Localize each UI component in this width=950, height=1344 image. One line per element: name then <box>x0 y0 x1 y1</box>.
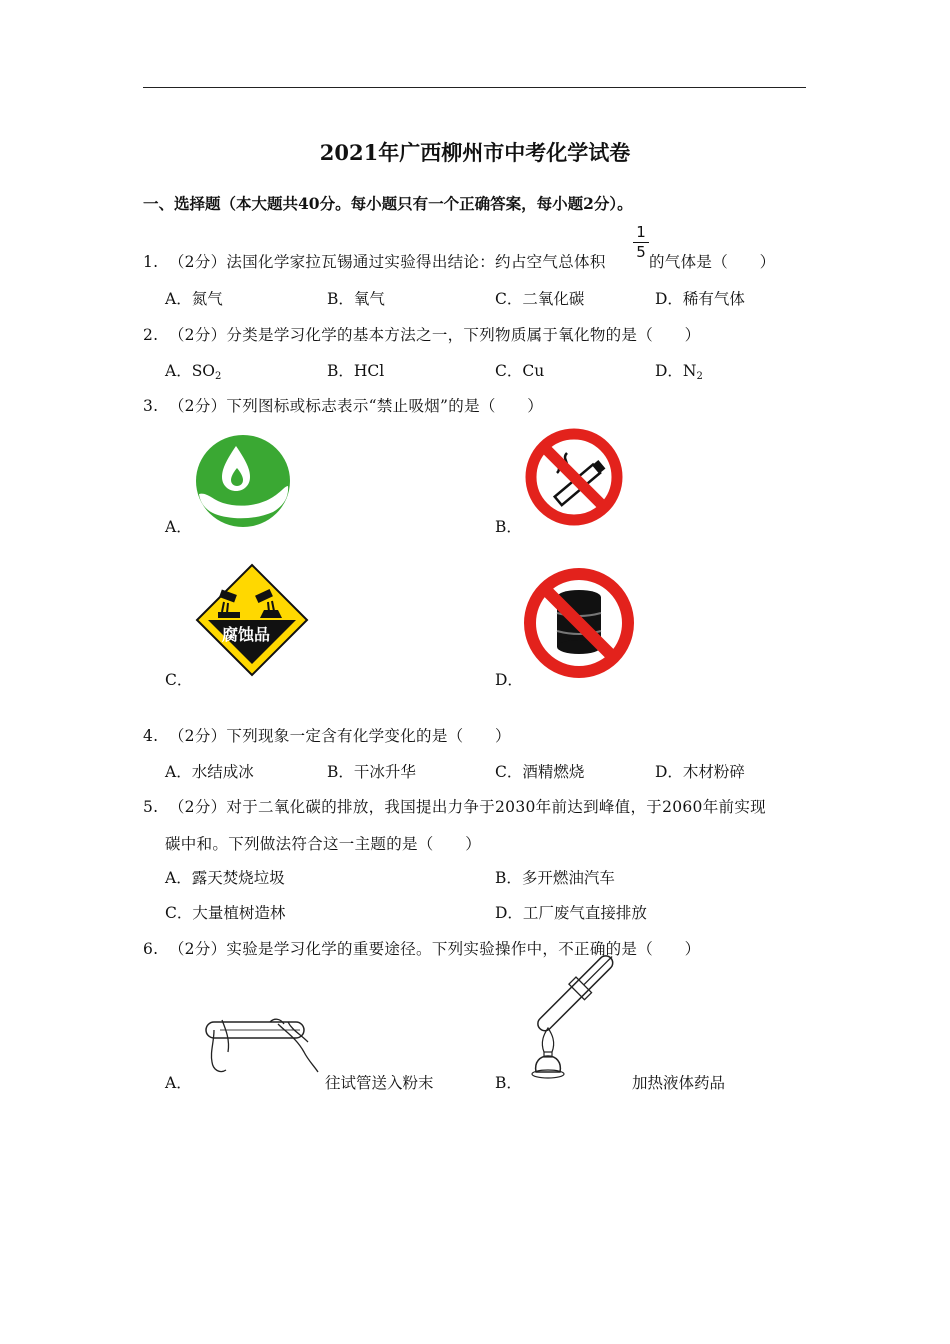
question-5 <box>143 795 766 817</box>
option-a: A．氮气 <box>165 290 223 308</box>
test-tube-powder-illustration <box>200 1012 320 1082</box>
option-c: C． <box>165 671 193 689</box>
question-6 <box>143 937 700 959</box>
question-number: 5. <box>143 798 159 816</box>
question-points: （2分） <box>168 940 227 958</box>
option-b: B． <box>495 1074 522 1092</box>
option-a: A．露天焚烧垃圾 <box>165 869 285 887</box>
question-text: 对于二氧化碳的排放，我国提出力争于2030年前达到峰值，于2060年前实现 <box>226 798 766 816</box>
question-text-continued: 碳中和。下列做法符合这一主题的是（ ） <box>165 835 482 853</box>
fraction-numerator: 1 <box>636 223 646 241</box>
question-points: （2分） <box>168 326 227 344</box>
header-rule <box>143 87 806 88</box>
option-b: B．多开燃油汽车 <box>495 869 615 887</box>
page-title: 2021年广西柳州市中考化学试卷 <box>319 140 631 165</box>
heating-liquid-illustration <box>518 972 630 1084</box>
section-heading: 一、选择题（本大题共40分。每小题只有一个正确答案，每小题2分）。 <box>143 194 633 213</box>
option-c: C．大量植树造林 <box>165 904 286 922</box>
option-b: B．干冰升华 <box>327 763 416 781</box>
no-smoking-icon <box>523 427 625 527</box>
question-text: 下列现象一定含有化学变化的是（ ） <box>226 727 511 745</box>
option-c: C．Cu <box>495 362 545 380</box>
option-d: D．木材粉碎 <box>655 763 745 781</box>
question-points: （2分） <box>168 798 227 816</box>
question-number: 3. <box>143 397 159 415</box>
option-d: D．稀有气体 <box>655 290 745 308</box>
question-number: 1. <box>143 253 159 271</box>
question-points: （2分） <box>168 397 227 415</box>
option-d: D．$N_2$ <box>655 362 703 382</box>
question-text: 实验是学习化学的重要途径。下列实验操作中，不正确的是（ ） <box>226 940 701 958</box>
question-text: 法国化学家拉瓦锡通过实验得出结论：约占空气总体积 <box>226 253 606 271</box>
question-1 <box>143 250 606 272</box>
fraction-one-fifth <box>633 224 649 261</box>
option-a-caption: 往试管送入粉末 <box>325 1074 434 1092</box>
option-a: A．水结成冰 <box>165 763 254 781</box>
option-b-caption: 加热液体药品 <box>632 1074 726 1092</box>
option-a: A． <box>165 1074 192 1092</box>
question-4 <box>143 724 511 746</box>
option-d: D． <box>495 671 523 689</box>
option-b: B． <box>495 518 522 536</box>
fraction-denominator: 5 <box>636 243 646 261</box>
option-a: A．$SO_2$ <box>165 362 222 382</box>
question-points: （2分） <box>168 727 227 745</box>
question-number: 4. <box>143 727 159 745</box>
question-points: （2分） <box>168 253 227 271</box>
water-saving-icon <box>195 434 291 528</box>
question-3 <box>143 394 543 416</box>
option-b: B．HCl <box>327 362 385 380</box>
option-a: A． <box>165 518 192 536</box>
no-oil-drum-icon <box>522 567 636 679</box>
option-c: C．二氧化碳 <box>495 290 585 308</box>
corrosive-icon <box>194 562 310 678</box>
question-text: 分类是学习化学的基本方法之一，下列物质属于氧化物的是（ ） <box>226 326 701 344</box>
question-1-tail: 的气体是（ ） <box>649 253 776 271</box>
question-number: 2. <box>143 326 159 344</box>
question-text: 下列图标或标志表示“禁止吸烟”的是（ ） <box>226 397 544 415</box>
option-d: D．工厂废气直接排放 <box>495 904 647 922</box>
corrosive-label: 腐蚀品 <box>222 625 271 644</box>
option-c: C．酒精燃烧 <box>495 763 585 781</box>
question-2 <box>143 323 700 345</box>
question-number: 6. <box>143 940 159 958</box>
option-b: B．氧气 <box>327 290 385 308</box>
